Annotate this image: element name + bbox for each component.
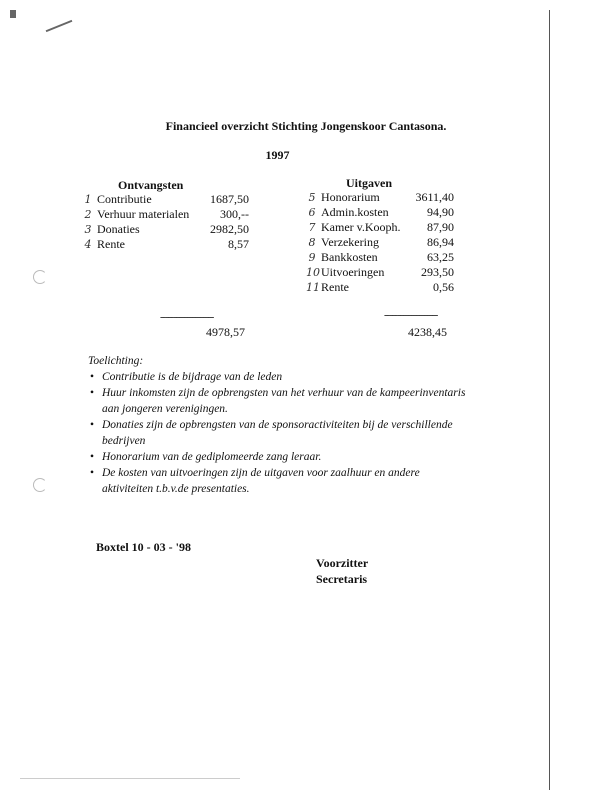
scan-corner-mark bbox=[10, 10, 16, 18]
item-number: 10 bbox=[306, 266, 320, 279]
signers bbox=[316, 555, 368, 587]
income-row bbox=[82, 207, 252, 222]
expense-row bbox=[306, 220, 454, 235]
income-row bbox=[82, 222, 252, 237]
expenses-separator: -------------------- bbox=[384, 309, 438, 321]
expenses-list bbox=[306, 190, 454, 295]
note-item: • Contributie is de bijdrage van de leden bbox=[88, 369, 468, 385]
item-number: 5 bbox=[308, 191, 316, 204]
signer-chairman: Voorzitter bbox=[316, 556, 369, 570]
expenses-heading: Uitgaven bbox=[346, 176, 392, 190]
notes-list bbox=[88, 369, 468, 497]
item-label: Kamer v.Kooph. bbox=[321, 220, 401, 234]
item-amount: 300,-- bbox=[220, 207, 249, 221]
item-number: 8 bbox=[308, 236, 316, 249]
punch-hole-icon bbox=[33, 270, 47, 284]
income-heading: Ontvangsten bbox=[118, 178, 184, 192]
item-number: 3 bbox=[84, 223, 92, 236]
expenses-total: 4238,45 bbox=[408, 325, 447, 339]
note-item: • De kosten van uitvoeringen zijn de uitgaven voor zaalhuur en andere aktiviteiten t.b.v.de presentaties. bbox=[88, 465, 468, 497]
item-number: 2 bbox=[84, 208, 92, 221]
item-amount: 2982,50 bbox=[210, 222, 249, 236]
item-amount: 1687,50 bbox=[210, 192, 249, 206]
expense-row bbox=[306, 235, 454, 250]
item-amount: 87,90 bbox=[427, 220, 454, 234]
item-amount: 3611,40 bbox=[415, 190, 454, 204]
income-separator: -------------------- bbox=[160, 311, 214, 323]
item-label: Honorarium bbox=[321, 190, 380, 204]
item-amount: 0,56 bbox=[433, 280, 454, 294]
item-amount: 8,57 bbox=[228, 237, 249, 251]
expense-row bbox=[306, 265, 454, 280]
income-list bbox=[82, 192, 252, 252]
document-year: 1997 bbox=[265, 148, 290, 162]
item-label: Admin.kosten bbox=[321, 205, 389, 219]
item-amount: 63,25 bbox=[427, 250, 454, 264]
item-number: 7 bbox=[308, 221, 316, 234]
punch-hole-icon bbox=[33, 478, 47, 492]
item-label: Verzekering bbox=[321, 235, 379, 249]
expense-row bbox=[306, 280, 454, 295]
item-label: Bankkosten bbox=[321, 250, 378, 264]
pencil-mark bbox=[46, 20, 73, 32]
signer-secretary: Secretaris bbox=[316, 572, 368, 586]
notes-heading: Toelichting: bbox=[88, 355, 144, 367]
document-title: Financieel overzicht Stichting Jongenskoor Cantasona. bbox=[165, 119, 447, 133]
expense-row bbox=[306, 205, 454, 220]
item-amount: 94,90 bbox=[427, 205, 454, 219]
item-number: 9 bbox=[308, 251, 316, 264]
income-row bbox=[82, 237, 252, 252]
income-row bbox=[82, 192, 252, 207]
item-label: Contributie bbox=[97, 192, 152, 206]
item-label: Rente bbox=[97, 237, 125, 251]
notes-section bbox=[88, 353, 468, 497]
item-label: Uitvoeringen bbox=[321, 265, 385, 279]
item-number: 11 bbox=[306, 281, 320, 294]
item-amount: 293,50 bbox=[421, 265, 454, 279]
scan-bottom-edge bbox=[20, 778, 240, 779]
item-amount: 86,94 bbox=[427, 235, 454, 249]
income-total: 4978,57 bbox=[206, 325, 245, 339]
expense-row bbox=[306, 190, 454, 205]
item-label: Donaties bbox=[97, 222, 140, 236]
note-item: • Donaties zijn de opbrengsten van de sponsoractiviteiten bij de verschillende bedrijven bbox=[88, 417, 468, 449]
item-number: 6 bbox=[308, 206, 316, 219]
item-label: Verhuur materialen bbox=[97, 207, 190, 221]
item-number: 1 bbox=[84, 193, 92, 206]
place-date: Boxtel 10 - 03 - '98 bbox=[96, 540, 191, 554]
note-item: • Honorarium van de gediplomeerde zang leraar. bbox=[88, 449, 468, 465]
item-label: Rente bbox=[321, 280, 349, 294]
expense-row bbox=[306, 250, 454, 265]
note-item: • Huur inkomsten zijn de opbrengsten van het verhuur van de kampeerinventaris aan jongeren verenigingen. bbox=[88, 385, 468, 417]
item-number: 4 bbox=[84, 238, 92, 251]
